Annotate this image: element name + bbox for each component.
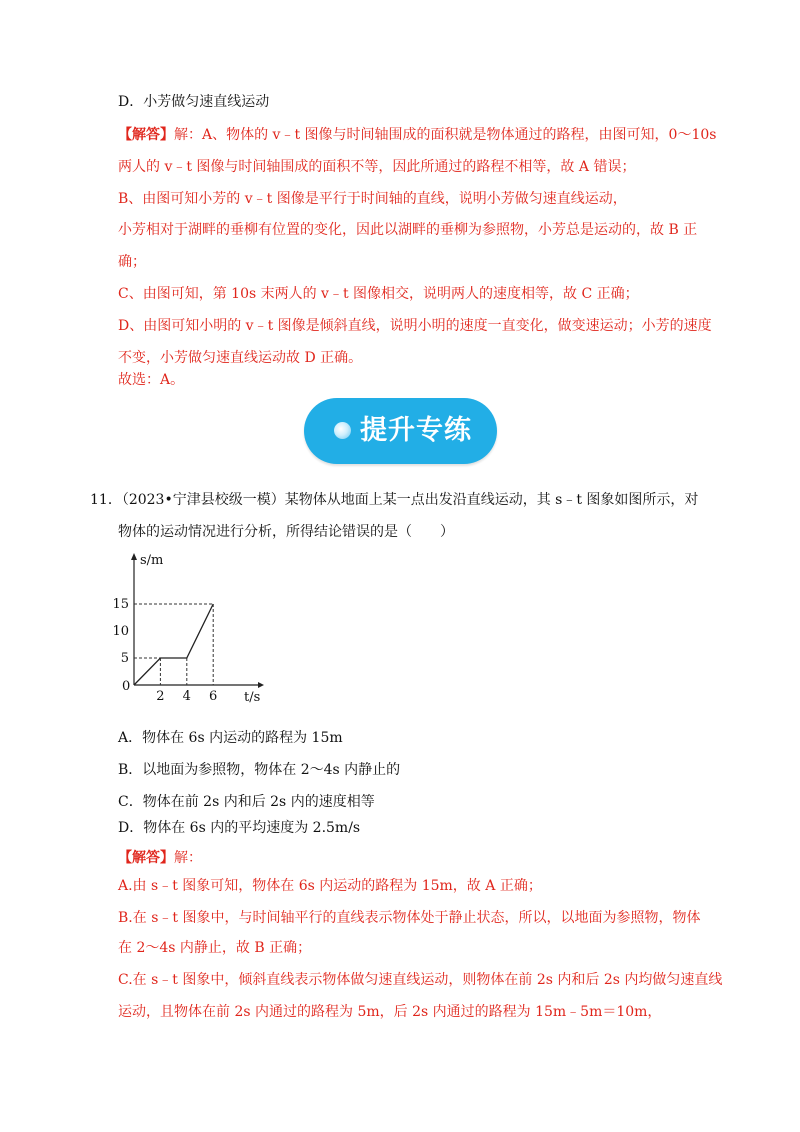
solution-line-7: D、由图可知小明的 v﹣t 图像是倾斜直线，说明小明的速度一直变化，做变速运动；小芳的速度 <box>118 318 712 334</box>
solution-line-1 <box>118 125 716 145</box>
option-d: D．物体在 6s 内的平均速度为 2.5m/s <box>118 820 361 836</box>
y-axis-arrow <box>131 553 137 560</box>
bubble-icon <box>334 422 351 439</box>
question-stem-line-2: 物体的运动情况进行分析，所得结论错误的是（ ） <box>118 524 454 540</box>
data-series-line <box>134 604 213 685</box>
line-d-option: D．小芳做匀速直线运动 <box>118 94 270 110</box>
solution-line-5: 确； <box>118 254 146 270</box>
option-a: A．物体在 6s 内运动的路程为 15m <box>118 730 343 746</box>
x-tick-label: 2 <box>156 689 165 704</box>
solution-line-2: 两人的 v﹣t 图像与时间轴围成的面积不等，因此所通过的路程不相等，故 A 错误； <box>118 159 636 175</box>
option-b: B．以地面为参照物，物体在 2～4s 内静止的 <box>118 762 401 778</box>
question-stem-line-1: 11．（2023•宁津县校级一模）某物体从地面上某一点出发沿直线运动，其 s﹣t 图象如图所示，对 <box>90 492 699 508</box>
answer-b-1: B.在 s﹣t 图象中，与时间轴平行的直线表示物体处于静止状态，所以，以地面为参照物，物体 <box>118 910 701 926</box>
y-tick-label: 15 <box>112 597 129 612</box>
solution-line-9: 故选：A。 <box>118 372 185 388</box>
x-tick-label: 4 <box>182 689 191 704</box>
answer-a: A.由 s﹣t 图象可知，物体在 6s 内运动的路程为 15m，故 A 正确； <box>118 878 542 894</box>
option-c: C．物体在前 2s 内和后 2s 内的速度相等 <box>118 794 375 810</box>
solution-line-8: 不变，小芳做匀速直线运动故 D 正确。 <box>118 350 363 366</box>
origin-label: 0 <box>122 679 131 694</box>
solution-line-4: 小芳相对于湖畔的垂柳有位置的变化，因此以湖畔的垂柳为参照物，小芳总是运动的，故 B 正 <box>118 222 698 238</box>
answer-b-2: 在 2～4s 内静止，故 B 正确； <box>118 940 312 956</box>
x-axis-arrow <box>258 682 264 688</box>
solution-line-6: C、由图可知，第 10s 末两人的 v﹣t 图像相交，说明两人的速度相等，故 C 正确； <box>118 286 639 302</box>
y-axis-label: s/m <box>140 553 164 568</box>
banner-label: 提升专练 <box>360 415 472 446</box>
answer-tag: 【解答】 <box>118 127 174 143</box>
answer-intro: 解： <box>174 850 202 866</box>
section-banner <box>304 398 497 464</box>
s-t-graph <box>110 548 270 708</box>
answer-c-2: 运动，且物体在前 2s 内通过的路程为 5m，后 2s 内通过的路程为 15m﹣5m＝10m， <box>118 1004 662 1020</box>
y-tick-label: 5 <box>120 651 129 666</box>
x-tick-label: 6 <box>209 689 218 704</box>
answer-c-1: C.在 s﹣t 图象中，倾斜直线表示物体做匀速直线运动，则物体在前 2s 内和后 2s 内均做匀速直线 <box>118 972 723 988</box>
answer-tag-2: 【解答】 <box>118 850 174 866</box>
answer-text: 解：A、物体的 v﹣t 图像与时间轴围成的面积就是物体通过的路程，由图可知，0～10s <box>174 127 717 143</box>
solution-line-3: B、由图可知小芳的 v﹣t 图像是平行于时间轴的直线，说明小芳做匀速直线运动， <box>118 191 627 207</box>
y-tick-label: 10 <box>112 624 129 639</box>
answer-header <box>118 848 202 868</box>
x-axis-label: t/s <box>244 690 261 705</box>
